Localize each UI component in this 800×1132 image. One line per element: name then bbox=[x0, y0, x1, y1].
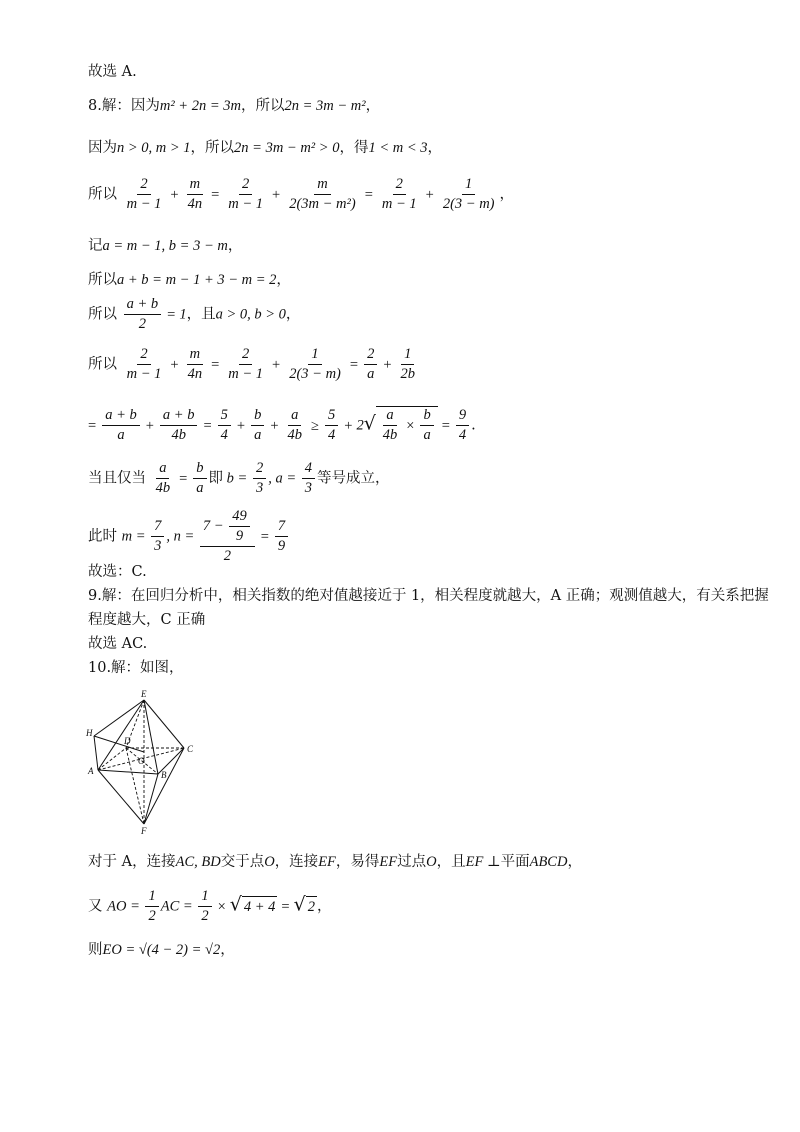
equation: n > 0, m > 1 bbox=[117, 140, 191, 156]
fraction: $\frac{1}{2(3 - m)}$ bbox=[442, 176, 495, 212]
line-expression-1: 所以 $\frac{2}{m - 1}$ + $\frac{m}{4n}$ = $\frac{2}{m - 1}$ + $\frac{m}{\text{2(3m − m²)}}$ = $\frac{2}{m - 1}$ + $\frac{1}{2(3 - m)}$ ， bbox=[88, 176, 514, 212]
fraction: $\frac{m}{4n}$ bbox=[187, 346, 203, 382]
line-sum-ab: 所以a + b = m − 1 + 3 − m = 2， bbox=[88, 272, 291, 288]
text: 当且仅当 bbox=[88, 470, 146, 487]
text: 平面 bbox=[500, 854, 530, 870]
text: 又 bbox=[88, 898, 103, 915]
text: ，连接 bbox=[274, 854, 319, 870]
fraction: $\frac{2}{3}$ bbox=[253, 460, 266, 497]
equation: AC, BD bbox=[175, 854, 221, 870]
line-choose-c bbox=[88, 562, 147, 582]
edge-af bbox=[98, 770, 144, 824]
fraction: $\frac{2}{a}$ bbox=[364, 346, 377, 383]
text: 故选 A. bbox=[88, 64, 137, 80]
text: 交于点 bbox=[220, 854, 265, 870]
text: 等号成立， bbox=[317, 470, 390, 487]
fraction: $\frac{7}{9}$ bbox=[275, 518, 288, 555]
equation: O bbox=[426, 854, 437, 870]
equation: EO = √(4 − 2) = √2 bbox=[102, 942, 221, 958]
fraction: $\frac{2}{m - 1}$ bbox=[228, 346, 264, 382]
equation: EF bbox=[318, 854, 336, 870]
line-eo: 则EO = √(4 − 2) = √2， bbox=[88, 942, 235, 958]
text: 8.解：因为 bbox=[88, 98, 160, 114]
octahedron-figure bbox=[84, 686, 204, 836]
line-9-solution-cont bbox=[88, 610, 205, 630]
text: 即 bbox=[208, 470, 224, 487]
text: 程度越大，C 正确 bbox=[88, 612, 206, 628]
line-equality-condition: 当且仅当 $\frac{a}{4b}$ = $\frac{b}{a}$ 即 b = $\frac{2}{3}$ , a = $\frac{4}{3}$ 等号成立， bbox=[88, 460, 390, 496]
fraction: $\frac{m}{4n}$ bbox=[187, 176, 203, 212]
edge-eb bbox=[144, 700, 158, 774]
fraction: $\frac{1}{2}$ bbox=[198, 888, 211, 925]
text: 此时 bbox=[88, 528, 117, 545]
fraction: $\frac{a}{4b}$ bbox=[287, 407, 303, 443]
text: 所以 bbox=[88, 306, 117, 323]
line-for-a: 对于 A，连接AC, BD交于点O，连接EF，易得EF过点O，且EF ⊥平面ABCD， bbox=[88, 854, 582, 870]
equation: a > 0, b > 0 bbox=[215, 306, 286, 323]
text: 所以 bbox=[88, 356, 117, 373]
fraction: $\frac{b}{a}$ bbox=[251, 407, 264, 444]
text: 故选：C. bbox=[88, 564, 147, 580]
line-expression-2: 所以 $\frac{2}{m - 1}$ + $\frac{m}{4n}$ = $\frac{2}{m - 1}$ + $\frac{1}{2(3 - m)}$ = $\frac{2}{a}$ + $\frac{1}{2b}$ bbox=[88, 346, 420, 383]
fraction: $\frac{7}{3}$ bbox=[151, 518, 164, 555]
fraction: $\frac{9}{4}$ bbox=[456, 407, 469, 444]
edge-he bbox=[94, 700, 144, 736]
text: 所以 bbox=[88, 272, 117, 288]
edge-ha bbox=[94, 736, 98, 770]
text: 过点 bbox=[397, 854, 427, 870]
label-h: H bbox=[86, 728, 93, 738]
edge-ec bbox=[144, 700, 184, 748]
fraction: $\frac{m}{\text{2(3m − m²)}}$ bbox=[289, 176, 356, 212]
edge-cf bbox=[144, 748, 184, 824]
equation: a + b = m − 1 + 3 − m = 2 bbox=[117, 272, 277, 288]
fraction: $\frac{1}{2b}$ bbox=[400, 346, 415, 382]
text: ，得 bbox=[339, 140, 369, 156]
line-values: 此时 m = $\frac{7}{3}$ , n = 7 − $\frac{49}{9}$ 2 = $\frac{7}{9}$ bbox=[88, 508, 290, 565]
text: 则 bbox=[88, 942, 103, 958]
equation: ABCD bbox=[529, 854, 568, 870]
fraction: $\frac{a + b}{2}$ bbox=[124, 296, 162, 333]
text: 对于 A，连接 bbox=[88, 854, 176, 870]
edge-ab bbox=[98, 770, 158, 774]
line-ao: 又 AO = $\frac{1}{2}$ AC = $\frac{1}{2}$ × √ 4 + 4 = √ 2 ， bbox=[88, 888, 332, 924]
square-root: $\frac{a}{4b}$ × $\frac{b}{a}$ bbox=[376, 406, 438, 444]
fraction: $\frac{5}{4}$ bbox=[325, 407, 338, 444]
text: 10.解：如图， bbox=[88, 660, 184, 676]
equation: 2n = 3m − m² > 0 bbox=[234, 140, 340, 156]
equation: 2n = 3m − m² bbox=[284, 98, 366, 114]
line-9-solution bbox=[88, 586, 769, 606]
label-b: B bbox=[161, 770, 167, 780]
label-d: D bbox=[124, 736, 131, 746]
text: 记 bbox=[88, 238, 103, 254]
text: 故选 AC. bbox=[88, 636, 148, 652]
fraction: $\frac{5}{4}$ bbox=[218, 407, 231, 444]
fraction: $\frac{a}{4b}$ bbox=[155, 460, 171, 496]
text: ，易得 bbox=[335, 854, 380, 870]
fraction: $\frac{2}{m - 1}$ bbox=[126, 346, 162, 382]
text: ，所以 bbox=[240, 98, 285, 114]
equation: EF ⊥ bbox=[465, 854, 501, 870]
line-define-ab: 记a = m − 1, b = 3 − m， bbox=[88, 238, 243, 254]
line-8-intro: 8.解：因为m² + 2n = 3m，所以2n = 3m − m²， bbox=[88, 98, 381, 114]
fraction: $\frac{b}{a}$ bbox=[193, 460, 206, 497]
label-o: O bbox=[138, 756, 145, 766]
equation: a = m − 1, b = 3 − m bbox=[102, 238, 228, 254]
line-inequality: = $\frac{a + b}{a}$ + $\frac{a + b}{4b}$ = $\frac{5}{4}$ + $\frac{b}{a}$ + $\frac{a}{4b}$ ≥ $\frac{5}{4}$ + 2√ $\frac{a}{4b}$ × $\frac{b}{a}$ = $\frac{9}{4}$ . bbox=[88, 407, 476, 443]
label-a: A bbox=[88, 766, 94, 776]
fraction: 7 − $\frac{49}{9}$ 2 bbox=[200, 508, 255, 565]
fraction: $\frac{a + b}{4b}$ bbox=[160, 407, 198, 444]
fraction: $\frac{1}{2}$ bbox=[145, 888, 158, 925]
text: 所以 bbox=[88, 186, 117, 203]
line-choose-ac bbox=[88, 634, 147, 654]
text: 因为 bbox=[88, 140, 117, 156]
equation: m² + 2n = 3m bbox=[159, 98, 241, 114]
line-condition: 因为n > 0, m > 1，所以2n = 3m − m² > 0，得1 < m < 3， bbox=[88, 140, 442, 156]
text: 9.解：在回归分析中，相关指数的绝对值越接近于 1，相关程度就越大，A 正确；观测值越大，有关系把握 bbox=[88, 588, 769, 604]
line-10-intro bbox=[88, 658, 184, 678]
fraction: $\frac{1}{2(3 - m)}$ bbox=[289, 346, 341, 382]
line-half-sum: 所以 $\frac{a + b}{2}$ = 1，且a > 0, b > 0， bbox=[88, 296, 301, 332]
fraction: $\frac{a + b}{a}$ bbox=[102, 407, 140, 444]
equation: 1 < m < 3 bbox=[368, 140, 428, 156]
text: ，所以 bbox=[190, 140, 235, 156]
edge-ad bbox=[98, 748, 126, 770]
text: ，且 bbox=[436, 854, 466, 870]
label-e: E bbox=[141, 689, 147, 699]
label-f: F bbox=[141, 826, 147, 836]
fraction: $\frac{4}{3}$ bbox=[302, 460, 315, 497]
edge-bf bbox=[144, 774, 158, 824]
equation: EF bbox=[379, 854, 398, 870]
fraction: $\frac{2}{m - 1}$ bbox=[381, 176, 417, 212]
label-c: C bbox=[187, 744, 194, 754]
fraction: $\frac{2}{m - 1}$ bbox=[126, 176, 162, 212]
line-choose-a bbox=[88, 62, 137, 82]
fraction: $\frac{2}{m - 1}$ bbox=[228, 176, 264, 212]
equation: O bbox=[264, 854, 275, 870]
text: ，且 bbox=[186, 306, 216, 323]
